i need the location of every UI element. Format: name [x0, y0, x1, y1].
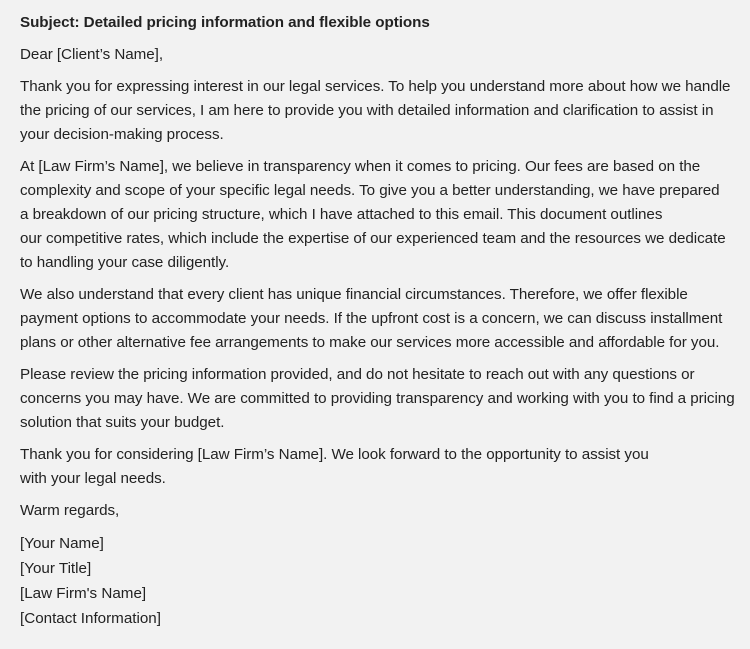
email-subject: Subject: Detailed pricing information and flexible options	[20, 14, 430, 31]
signature-block	[20, 531, 738, 631]
signature-contact: [Contact Information]	[20, 610, 161, 627]
paragraph-line: concerns you may have. We are committed to providing transparency and working with you to find a pricing	[20, 390, 735, 407]
paragraph-thanks	[20, 443, 738, 491]
paragraph-line: with your legal needs.	[20, 470, 166, 487]
paragraph-line: a breakdown of our pricing structure, which I have attached to this email. This document outlines	[20, 206, 663, 223]
paragraph-intro	[20, 75, 738, 147]
email-greeting: Dear [Client’s Name],	[20, 46, 164, 63]
paragraph-line: to handling your case diligently.	[20, 254, 230, 271]
signature-title: [Your Title]	[20, 560, 92, 577]
email-closing: Warm regards,	[20, 502, 120, 519]
paragraph-line: solution that suits your budget.	[20, 414, 225, 431]
paragraph-line: Thank you for considering [Law Firm’s Name]. We look forward to the opportunity to assist you	[20, 446, 649, 463]
paragraph-review	[20, 363, 738, 435]
paragraph-payment-options	[20, 283, 738, 355]
paragraph-line: your decision-making process.	[20, 126, 224, 143]
paragraph-line: our competitive rates, which include the expertise of our experienced team and the resources we dedicate	[20, 230, 726, 247]
paragraph-line: the pricing of our services, I am here to provide you with detailed information and clarification to assist in	[20, 102, 714, 119]
paragraph-line: complexity and scope of your specific legal needs. To give you a better understanding, we have prepared	[20, 182, 720, 199]
signature-name: [Your Name]	[20, 535, 104, 552]
paragraph-line: We also understand that every client has unique financial circumstances. Therefore, we offer flexible	[20, 286, 688, 303]
paragraph-line: Thank you for expressing interest in our legal services. To help you understand more about how we handle	[20, 78, 731, 95]
paragraph-line: payment options to accommodate your needs. If the upfront cost is a concern, we can discuss installment	[20, 310, 723, 327]
signature-firm: [Law Firm's Name]	[20, 585, 147, 602]
paragraph-line: plans or other alternative fee arrangements to make our services more accessible and affordable for you.	[20, 334, 720, 351]
paragraph-line: At [Law Firm’s Name], we believe in transparency when it comes to pricing. Our fees are based on the	[20, 158, 701, 175]
paragraph-line: Please review the pricing information provided, and do not hesitate to reach out with any questions or	[20, 366, 695, 383]
paragraph-pricing	[20, 155, 738, 275]
